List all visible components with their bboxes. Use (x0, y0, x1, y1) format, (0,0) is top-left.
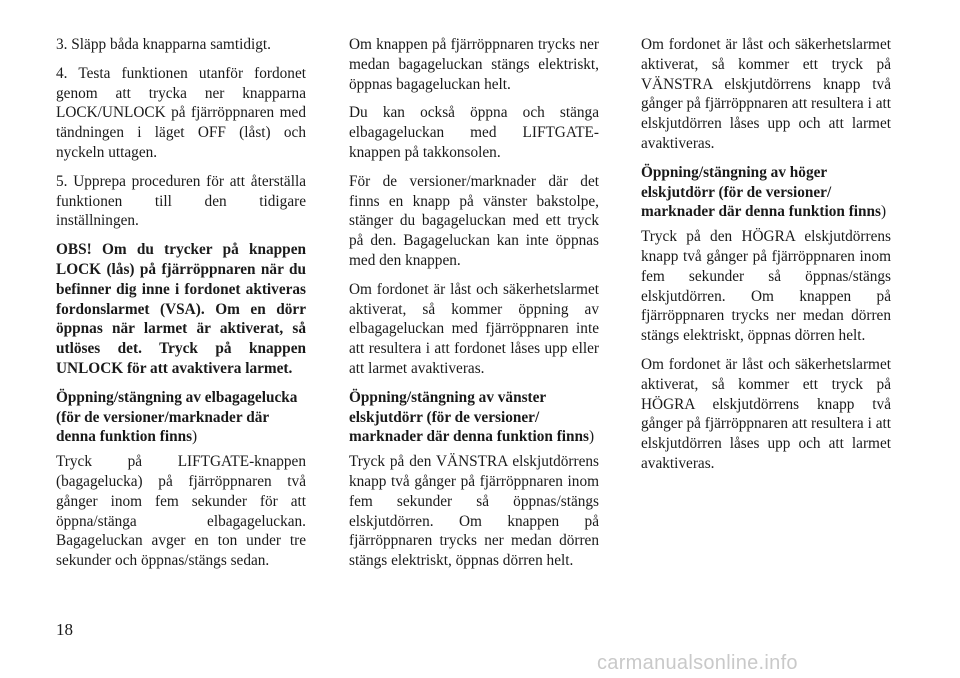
left-door-alarm-paragraph: Om fordonet är låst och säkerhetslarmet aktiverat, så kommer ett tryck på VÄNSTRA elskjutdörrens knapp två gånger på fjärröppnaren att resultera i att elskjutdörren låses upp och att larmet avaktiveras. (641, 36, 891, 152)
heading-paren: ) (192, 428, 198, 446)
watermark-text: carmanualsonline.info (597, 652, 798, 674)
step-3-paragraph: 3. Släpp båda knapparna samtidigt. (56, 36, 271, 53)
right-door-paragraph: Tryck på den HÖGRA elskjutdörrens knapp två gånger på fjärröppnaren inom fem sekunder så öppnas/stängs elskjutdörren. Om knappen på fjärröppnaren trycks ner medan dörren stängs elektriskt, öppnas dörren helt. (641, 228, 891, 345)
page-number: 18 (56, 620, 73, 639)
liftgate-paragraph: Tryck på LIFTGATE-knappen (bagagelucka) på fjärröppnaren två gånger inom fem sekunder för att öppna/stänga elbagageluckan. Bagageluckan avger en ton under tre sekunder och öppnas/stängs sedan. (56, 453, 306, 570)
heading-text: Öppning/stängning av vänster elskjutdörr (för de versioner/ marknader där denna funktion finns (349, 388, 590, 446)
step-4-paragraph: 4. Testa funktionen utanför fordonet genom att trycka ner knapparna LOCK/UNLOCK på fjärröppnaren med tändningen i läget OFF (låst) och nyckeln uttagen. (56, 64, 306, 161)
heading-text: Öppning/stängning av elbagagelucka (för de versioner/marknader där denna funktion finns (56, 388, 298, 446)
liftgate-pillar-paragraph: För de versioner/marknader där det finns en knapp på vänster bakstolpe, stänger du bagageluckan med ett tryck på den. Bagageluckan kan inte öppnas med den knappen. (349, 172, 599, 269)
text-column-middle (349, 35, 599, 580)
right-door-alarm-paragraph: Om fordonet är låst och säkerhetslarmet aktiverat, så kommer ett tryck på HÖGRA elskjutdörrens knapp två gånger på fjärröppnaren att resultera i att elskjutdörren låses upp och att larmet avaktiveras. (641, 355, 891, 472)
step-5-paragraph: 5. Upprepa proceduren för att återställa funktionen till den tidigare inställningen. (56, 172, 306, 230)
section-heading-liftgate (56, 388, 306, 447)
note-paragraph: OBS! Om du trycker på knappen LOCK (lås) på fjärröppnaren när du befinner dig inne i fordonet aktiveras fordonslarmet (VSA). Om en dörr öppnas när larmet är aktiverat, så utlöses det. Tryck på knappen UNLOCK för att avaktivera larmet. (56, 241, 306, 377)
heading-text: Öppning/stängning av höger elskjutdörr (för de versioner/ marknader där denna funktion finns (641, 163, 882, 221)
text-column-right (641, 35, 891, 483)
section-heading-left-door (349, 388, 599, 447)
liftgate-alarm-paragraph: Om fordonet är låst och säkerhetslarmet aktiverat, så kommer öppning av elbagageluckan med fjärröppnaren inte att resultera i att fordonet låses upp eller att larmet avaktiveras. (349, 280, 599, 377)
liftgate-reopen-paragraph: Om knappen på fjärröppnaren trycks ner medan bagageluckan stängs elektriskt, öppnas bagageluckan helt. (349, 36, 599, 93)
left-door-paragraph: Tryck på den VÄNSTRA elskjutdörrens knapp två gånger på fjärröppnaren inom fem sekunder så öppnas/stängs elskjutdörren. Om knappen på fjärröppnaren trycks ner medan dörren stängs elektriskt, öppnas dörren helt. (349, 453, 599, 570)
heading-paren: ) (589, 428, 595, 446)
section-heading-right-door (641, 163, 891, 222)
heading-paren: ) (881, 203, 887, 221)
liftgate-console-paragraph: Du kan också öppna och stänga elbagageluckan med LIFTGATE-knappen på takkonsolen. (349, 104, 599, 161)
text-column-left (56, 35, 306, 580)
